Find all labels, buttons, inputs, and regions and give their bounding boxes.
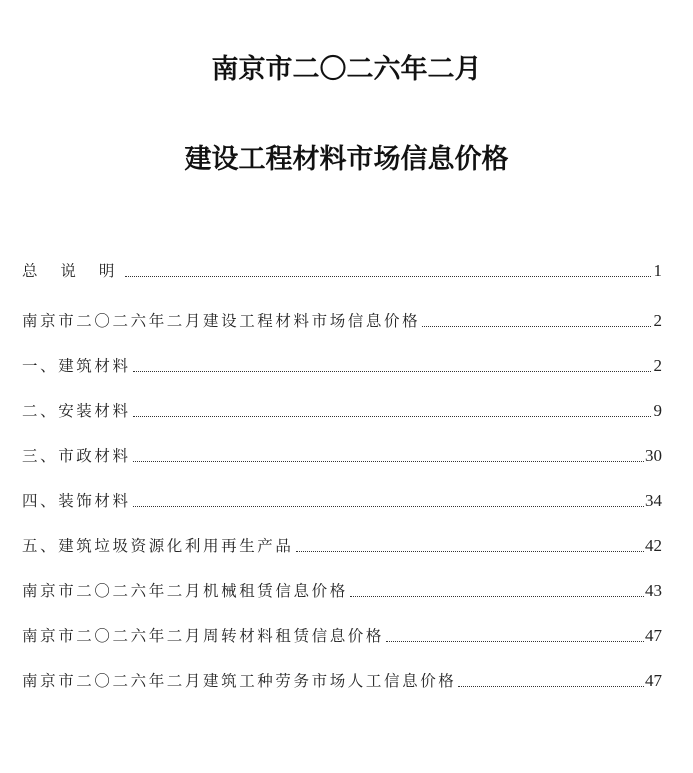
toc-entry-label: 五、建筑垃圾资源化利用再生产品: [22, 537, 294, 555]
toc-dot-leader: [133, 461, 644, 462]
toc-entry-labor-price[interactable]: [22, 668, 662, 692]
toc-entry-label: 三、市政材料: [22, 447, 131, 465]
toc-page-number: 34: [645, 491, 662, 510]
toc-entry-label: 南京市二〇二六年二月机械租赁信息价格: [22, 582, 348, 600]
toc-entry-label: 一、建筑材料: [22, 357, 131, 375]
toc-entry-label: 南京市二〇二六年二月周转材料租赁信息价格: [22, 627, 385, 645]
toc-entry-recycled-products[interactable]: [22, 533, 662, 557]
toc-page-number: 30: [645, 446, 662, 465]
toc-entry-label: 南京市二〇二六年二月建筑工种劳务市场人工信息价格: [22, 672, 457, 690]
toc-page-number: 47: [645, 626, 662, 645]
toc-page-number: 43: [645, 581, 662, 600]
toc-dot-leader: [422, 326, 651, 327]
toc-page-number: 2: [653, 356, 662, 375]
toc-entry-material-market-price[interactable]: [22, 308, 662, 332]
toc-entry-municipal-materials[interactable]: [22, 443, 662, 467]
toc-entry-building-materials[interactable]: [22, 353, 662, 377]
toc-page-number: 9: [653, 401, 662, 420]
toc-entry-decoration-materials[interactable]: [22, 488, 662, 512]
toc-page-number: 47: [645, 671, 662, 690]
toc-dot-leader: [125, 276, 651, 277]
document-title-line-1: 南京市二〇二六年二月: [211, 54, 482, 85]
toc-dot-leader: [133, 506, 644, 507]
toc-dot-leader: [296, 551, 644, 552]
toc-entry-label: 南京市二〇二六年二月建设工程材料市场信息价格: [22, 312, 421, 330]
toc-entry-label: 四、装饰材料: [22, 492, 131, 510]
toc-dot-leader: [458, 686, 644, 687]
toc-page-number: 2: [653, 311, 662, 330]
toc-dot-leader: [133, 371, 651, 372]
toc-entry-general-description[interactable]: [22, 258, 662, 282]
toc-dot-leader: [386, 641, 644, 642]
toc-dot-leader: [133, 416, 651, 417]
toc-entry-label: 二、安装材料: [22, 402, 131, 420]
toc-page-number: 1: [653, 261, 662, 280]
toc-entry-installation-materials[interactable]: [22, 398, 662, 422]
toc-entry-label: 总 说 明: [22, 262, 124, 280]
document-title-line-2: 建设工程材料市场信息价格: [184, 144, 509, 175]
toc-entry-machinery-rental[interactable]: [22, 578, 662, 602]
toc-page-number: 42: [645, 536, 662, 555]
toc-entry-turnover-materials-rental[interactable]: [22, 623, 662, 647]
toc-dot-leader: [350, 596, 644, 597]
